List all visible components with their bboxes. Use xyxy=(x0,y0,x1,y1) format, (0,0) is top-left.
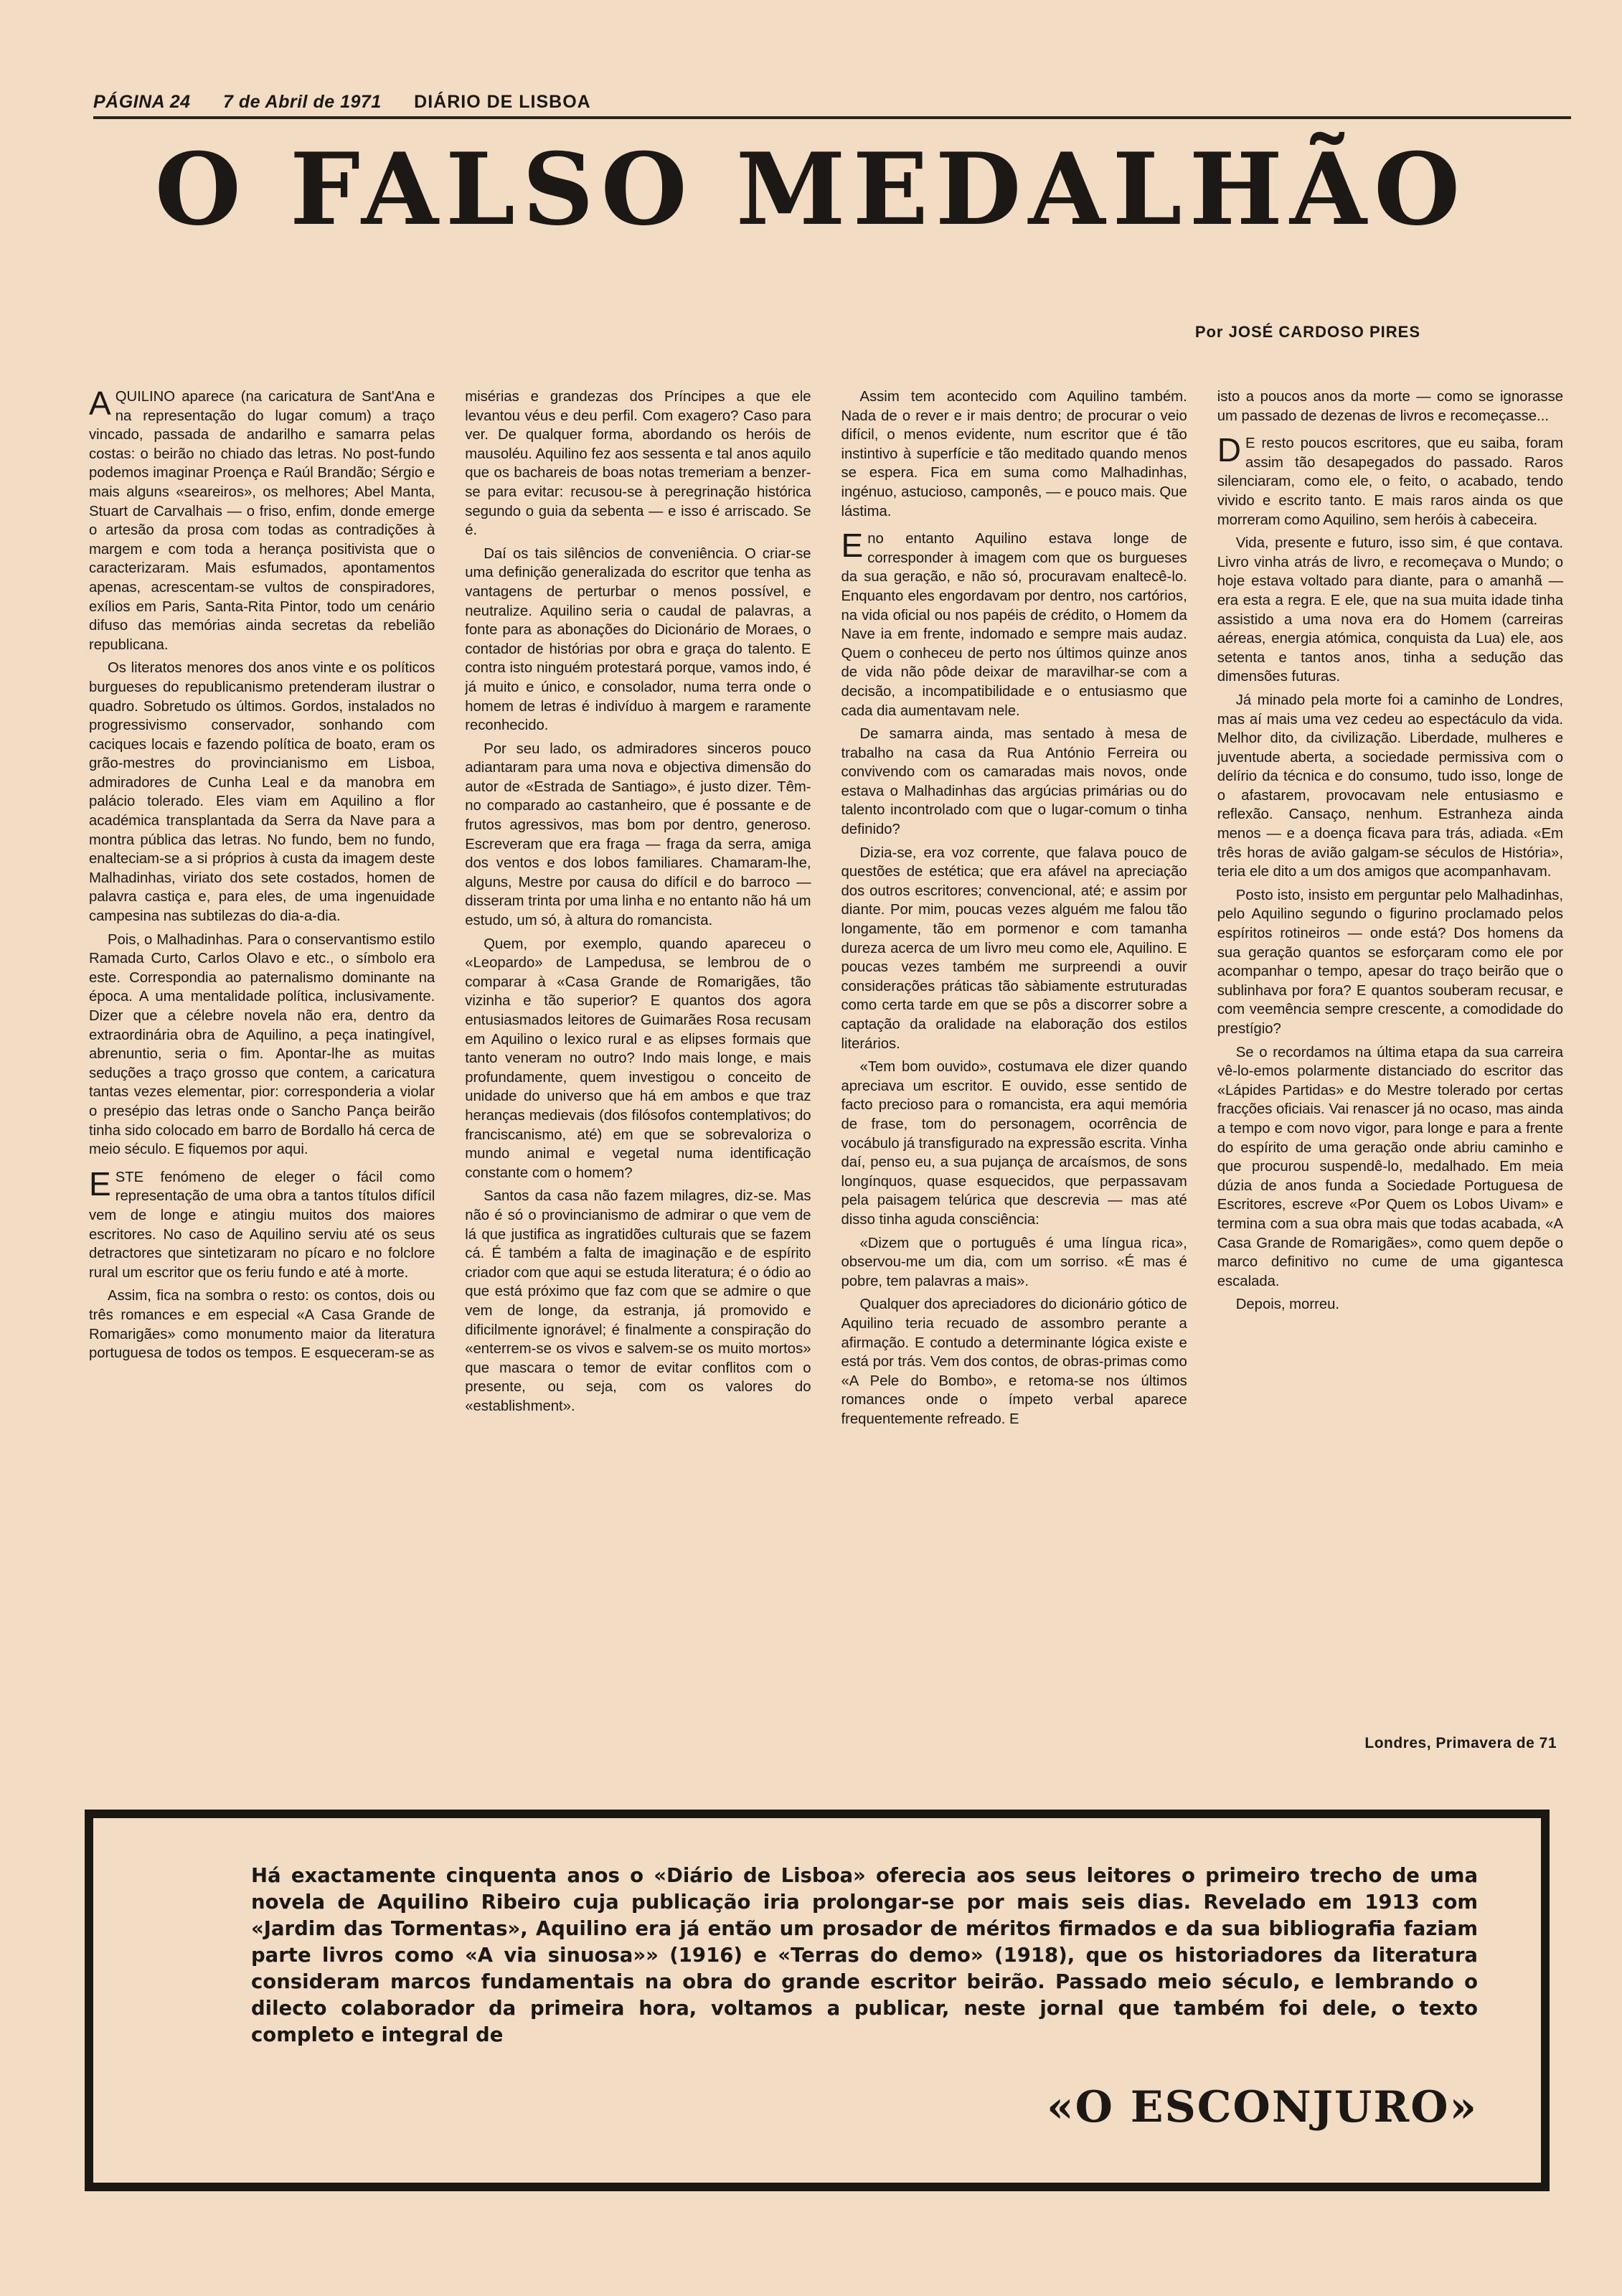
paragraph: Os literatos menores dos anos vinte e os políticos burgueses do republicanismo pretenderam ilustrar o quadro. Sobretudo os últimos. Gordos, instalados no progressivismo conservador, sonhando com caciques locais e fazendo política de boato, eram os grão-mestres do provincianismo em Lisboa, admiradores de Cunha Leal e da manobra em palácio tolerado. Eles viam em Aquilino a flor académica transplantada da Serra da Nave para a montra pública das letras. No fundo, bem no fundo, enalteciam-se a si próprios à custa da imagem deste Malhadinhas, viriato dos sete costados, homen de palavra castiça e, para eles, de uma ingenuidade campesina nas subtilezas do dia-a-dia. xyxy=(89,660,435,925)
paragraph-text: QUILINO aparece (na caricatura de Sant'Ana e na representação do lugar comum) a traço vincado, passada de andarilho e samarra pelas costas: o beirão no chiado das letras. No post-fundo podemos imaginar Proença e Raúl Brandão; Sérgio e mais alguns «seareiros», os melhores; Abel Manta, Stuart de Carvalhais — o friso, enfim, donde emerge o artesão da prosa com todas as contradições à margem e com toda a herança positivista que o caracterizaram. Mais esfumados, apontamentos apenas, acrescentam-se vultos de conspiradores, exílios em Paris, Santa-Rita Pintor, todo um cenário difuso das memórias ainda secretas da rebelião republicana. xyxy=(89,389,435,653)
column-2 xyxy=(465,387,811,1751)
drop-cap: D xyxy=(1217,431,1241,469)
paragraph: Já minado pela morte foi a caminho de Londres, mas aí mais uma vez cedeu ao espectáculo da vida. Melhor dito, da civilização. Liberdade, mulheres e juventude aberta, a sociedade permissiva com o delírio da técnica e do consumo, tudo isso, longe de o afastarem, provocavam nele entusiasmo e reflexão. Cansaço, nenhum. Estranheza ainda menos — e a doença ficava para trás, adiada. «Em três horas de avião galgam-se séculos de História», teria ele dito a um dos amigos que acompanhavam. xyxy=(1217,692,1563,880)
page-number: PÁGINA 24 xyxy=(93,92,191,112)
paragraph: Posto isto, insisto em perguntar pelo Malhadinhas, pelo Aquilino segundo o figurino proclamado pelos espíritos rotineiros — onde está? Dos homens da sua geração quantos se esforçaram como ele por acompanhar o tempo, apesar do traço beirão que o sublinhava por fora? E quantos souberam recusar, e com veemência sempre crescente, a comodidade do prestígio? xyxy=(1217,887,1563,1037)
paragraph xyxy=(89,1165,435,1283)
paragraph: «Tem bom ouvido», costumava ele dizer quando apreciava um escritor. E ouvido, esse sentido de facto precioso para o romancista, era aqui memória de frase, tom do personagem, ocorrência de vocábulo já transfigurado na expressão escrita. Vinha daí, penso eu, a sua pujança de arcaísmos, de sons longínquos, quase esquecidos, que perpassavam pela paisagem telúrica que descrevia — mas até disso tinha aguda consciência: xyxy=(841,1059,1187,1228)
paragraph: Dizia-se, era voz corrente, que falava pouco de questões de estética; que era afável na apreciação dos outros escritores; convencional, até; e assim por diante. Por mim, poucas vezes alguém me falou tão longamente, tão em pormenor e com tamanha dureza acerca de um livro meu como ele, Aquilino. E poucas vezes também me surpreendi a ouvir considerações práticas tão sàbiamente estruturadas como certa tarde em que se pôs a discorrer sobre a captação da oralidade na elaboração dos estilos literários. xyxy=(841,844,1187,1052)
paragraph: De samarra ainda, mas sentado à mesa de trabalho na casa da Rua António Ferreira ou convivendo com os camaradas mais novos, onde estava o Malhadinhas das argúcias primárias ou do talento incontrolado com que o lugar-comum o tinha definido? xyxy=(841,726,1187,838)
paragraph xyxy=(1217,431,1563,530)
drop-cap: E xyxy=(89,1165,111,1203)
paragraph: Daí os tais silêncios de conveniência. O criar-se uma definição generalizada do escritor que tenha as vantagens de perturbar o menos possível, e neutralize. Aquilino seria o caudal de palavras, a fonte para as abonações do Dicionário de Moraes, o contador de histórias por obra e graça do talento. E contra isto ninguém protestará porque, vamos indo, é já muito e único, e consolador, numa terra onde o homem de letras é indivíduo à margem e raramente reconhecido. xyxy=(465,545,811,734)
drop-cap: E xyxy=(841,527,864,565)
headline: O FALSO MEDALHÃO xyxy=(154,131,1468,248)
paragraph: Por seu lado, os admiradores sinceros pouco adiantaram para uma nova e objectiva dimensão do autor de «Estrada de Santiago», é justo dizer. Têm-no comparado ao castanheiro, que é possante e de frutos agressivos, mas bom por dentro, generoso. Escreveram que era fraga — fraga da serra, amiga dos ventos e dos lobos familiares. Chamaram-lhe, alguns, Mestre por causa do difícil e do barroco — disseram trinta por uma linha e no entanto não há um estudo, um só, à altura do romancista. xyxy=(465,740,811,929)
paragraph-text: no entanto Aquilino estava longe de corresponder à imagem com que os burgueses da sua geração, e não só, procuravam enaltecê-lo. Enquanto eles engordavam por dentro, nos cartórios, na vida oficial ou nos papéis de crédito, o Homem da Nave ia em frente, indomado e sempre mais audaz. Quem o conheceu de perto nos últimos quinze anos de vida não pôde deixar de maravilhar-se com a decisão, a incompatibilidade e o entusiasmo que cada dia aumentavam nele. xyxy=(841,531,1187,719)
column-3 xyxy=(841,387,1187,1751)
paragraph: Santos da casa não fazem milagres, diz-se. Mas não é só o provincianismo de admirar o que vem de lá que justifica as ingratidões culturais que se fazem cá. É também a falta de imaginação e de espírito criador com que aqui se estuda literatura; é o ódio ao que está próximo que faz com que se admire o que vem de longe, da estranja, já promovido e dificilmente ignorável; é finalmente a conspiração do «enterrem-se os vivos e salvem-se os muito mortos» que mascara o temor de evitar conflitos com o presente, ou seja, com os valores do «establishment». xyxy=(465,1188,811,1414)
paragraph: Quem, por exemplo, quando apareceu o «Leopardo» de Lampedusa, se lembrou de o comparar à «Casa Grande de Romarigães, tão vizinha e tão superior? E quantos dos agora entusiasmados leitores de Guimarães Rosa recusam em Aquilino o lexico rural e as elipses formais que tanto veneram no outro? Indo mais longe, e mais profundamente, quem investigou o conceito de unidade do universo que há em ambos e que traz heranças medievais (dos filósofos contemplativos; do franciscanismo, até) em que se sobrevaloriza o mundo animal e vegetal numa identificação constante com o homem? xyxy=(465,936,811,1181)
paragraph xyxy=(841,527,1187,720)
page-header xyxy=(93,92,591,113)
paragraph: Assim, fica na sombra o resto: os contos, dois ou três romances e em especial «A Casa Grande de Romarigães» como monumento maior da literatura portuguesa de todos os tempos. E esqueceram-se as xyxy=(89,1288,435,1362)
paragraph: Depois, morreu. xyxy=(1235,1297,1340,1313)
paragraph-text: E resto poucos escritores, que eu saiba, foram assim tão desapegados do passado. Raros silenciaram, como ele, o feito, o acabado, tendo vivido e escrito tanto. E mais raros ainda os que morreram como Aquilino, sem heróis à cabeceira. xyxy=(1217,436,1563,528)
paragraph: Qualquer dos apreciadores do dicionário gótico de Aquilino teria recuado de assombro perante a afirmação. E contudo a determinante lógica existe e está por trás. Vem dos contos, de obras-primas como «A Pele do Bombo», e retoma-se nos últimos romances onde o ímpeto verbal aparece frequentemente refreado. E xyxy=(841,1297,1187,1427)
newspaper-name: DIÁRIO DE LISBOA xyxy=(414,92,591,112)
paragraph: Assim tem acontecido com Aquilino também. Nada de o rever e ir mais dentro; de procurar o veio difícil, o menos evidente, num escritor que é tão instintivo à superfície e tão meditado quando menos se espera. Fica em suma como Malhadinhas, ingénuo, astucioso, camponês, — e pouco mais. Que lástima. xyxy=(841,389,1187,519)
announcement-text: Há exactamente cinquenta anos o «Diário de Lisboa» oferecia aos seus leitores o primeiro trecho de uma novela de Aquilino Ribeiro cuja publicação iria prolongar-se por mais seis dias. Revelado em 1913 com «Jardim das Tormentas», Aquilino era já então um prosador de méritos firmados e da sua bibliografia faziam parte livros como «A via sinuosa»» (1916) e «Terras do demo» (1918), que os historiadores da literatura consideram marcos fundamentais na obra do grande escritor beirão. Passado meio século, e lembrando o dilecto colaborador da primeira hora, voltamos a publicar, neste jornal que também foi dele, o texto completo e integral de xyxy=(251,1864,1478,2046)
byline: Por JOSÉ CARDOSO PIRES xyxy=(1194,323,1420,341)
paragraph: Vida, presente e futuro, isso sim, é que contava. Livro vinha atrás de livro, e recomeçava o Mundo; o hoje estava voltado para diante, para o amanhã — era esta a regra. E ele, que na sua muita idade tinha assistido a uma nova era do Homem (carreiras aéreas, energia atómica, conquista da Lua) ele, aos setenta e tantos anos, tinha a sedução das dimensões futuras. xyxy=(1217,535,1563,685)
paragraph: isto a poucos anos da morte — como se ignorasse um passado de dezenas de livros e recomeçasse... xyxy=(1217,389,1563,424)
paragraph-text: STE fenómeno de eleger o fácil como representação de uma obra a tantos títulos difícil vem de longe e atingiu muitos dos maiores escritores. No caso de Aquilino serviu até os seus detractores que sintetizaram no pícaro e no folclore rural um escritor que os feriu fundo e até à morte. xyxy=(89,1169,435,1281)
column-1 xyxy=(89,387,435,1751)
paragraph: Se o recordamos na última etapa da sua carreira vê-lo-emos polarmente distanciado do escritor das «Lápides Partidas» e do Mestre tolerado por certas fracções oficiais. Vai renascer já no ocaso, mas ainda a tempo e com novo vigor, para longe e para a frente do espírito de uma geração onde abriu caminho e que procurou suspendê-lo, medalhado. Em meia dúzia de anos funda a Sociedade Portuguesa de Escritores, escreve «Por Quem os Lobos Uivam» e termina com a sua obra mais que todas acabada, «A Casa Grande de Romarigães», como quem depõe o marco definitivo no cume de uma gigantesca escalada. xyxy=(1217,1044,1563,1289)
column-4 xyxy=(1217,387,1563,1751)
paragraph: «Dizem que o português é uma língua rica», observou-me um dia, com um sorriso. «É mas é pobre, tem palavras a mais». xyxy=(841,1235,1187,1289)
article-columns xyxy=(89,387,1563,1751)
header-rule xyxy=(93,116,1571,119)
issue-date: 7 de Abril de 1971 xyxy=(223,92,382,112)
paragraph: Pois, o Malhadinhas. Para o conservantismo estilo Ramada Curto, Carlos Olavo e etc., o símbolo era este. Correspondia ao paternalismo dominante na época. A uma mentalidade política, inclusivamente. Dizer que a célebre novela não era, dentro da extraordinária obra de Aquilino, a peça inatingível, abrenuntio, seria o fim. Apontar-lhe as muitas seduções a traço grosso que contem, a caricatura tantas vezes elementar, pior: corresponderia a violar o presépio das letras onde o Sancho Pança beirão tinha sido colocado em barro de Bordallo há cerca de meio século. E fiquemos por aqui. xyxy=(89,931,435,1158)
paragraph xyxy=(89,387,435,654)
paragraph: misérias e grandezas dos Príncipes a que ele levantou véus e deu perfil. Com exagero? Caso para ver. De qualquer forma, abordando os heróis de mausoléu. Aquilino fez aos sessenta e tal anos aquilo que os bachareis de boas notas tremeriam a benzer-se para evitar: recusou-se à peregrinação histórica segundo o guia da sebenta — e isso é arriscado. Se é. xyxy=(465,389,811,539)
article-signoff: Londres, Primavera de 71 xyxy=(1364,1735,1557,1751)
drop-cap: A xyxy=(89,387,111,422)
announcement-title: «O ESCONJURO» xyxy=(1047,2082,1478,2132)
